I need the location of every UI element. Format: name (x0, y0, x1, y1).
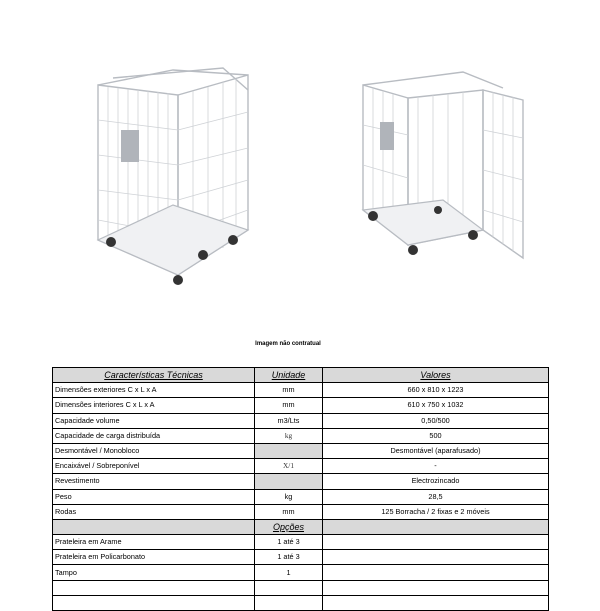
options-spacer-left (53, 519, 255, 534)
row-unit: mm (255, 504, 323, 519)
row-label: Desmontável / Monobloco (53, 443, 255, 458)
option-quantity (255, 595, 323, 610)
cage-trolley-open-illustration (333, 30, 548, 298)
table-row (53, 443, 549, 458)
image-disclaimer: Imagem não contratual (255, 341, 321, 347)
row-unit (255, 474, 323, 489)
option-value (323, 535, 549, 550)
row-value: 610 x 750 x 1032 (323, 398, 549, 413)
technical-specifications-table (52, 367, 549, 611)
option-row (53, 535, 549, 550)
table-row (53, 398, 549, 413)
options-section-row (53, 519, 549, 534)
option-quantity: 1 até 3 (255, 550, 323, 565)
row-value: 500 (323, 428, 549, 443)
option-quantity: 1 até 3 (255, 535, 323, 550)
option-value (323, 565, 549, 580)
options-spacer-right (323, 519, 549, 534)
row-value: Desmontável (aparafusado) (323, 443, 549, 458)
row-value: - (323, 459, 549, 474)
row-label: Dimensões interiores C x L x A (53, 398, 255, 413)
row-label: Dimensões exteriores C x L x A (53, 383, 255, 398)
option-label: Prateleira em Arame (53, 535, 255, 550)
row-label: Capacidade volume (53, 413, 255, 428)
option-label: Prateleira em Policarbonato (53, 550, 255, 565)
table-row (53, 413, 549, 428)
option-value (323, 595, 549, 610)
product-image-open (333, 30, 548, 298)
row-label: Capacidade de carga distribuída (53, 428, 255, 443)
table-row (53, 383, 549, 398)
row-unit: kg (255, 489, 323, 504)
option-label: Tampo (53, 565, 255, 580)
option-row (53, 550, 549, 565)
row-label: Revestimento (53, 474, 255, 489)
row-value: 0,50/500 (323, 413, 549, 428)
header-values: Valores (323, 368, 549, 383)
product-image-closed (53, 30, 253, 298)
row-value: 125 Borracha / 2 fixas e 2 móveis (323, 504, 549, 519)
header-unit: Unidade (255, 368, 323, 383)
table-row (53, 474, 549, 489)
row-unit (255, 443, 323, 458)
option-quantity (255, 580, 323, 595)
header-characteristics: Características Técnicas (53, 368, 255, 383)
row-unit: mm (255, 398, 323, 413)
option-quantity: 1 (255, 565, 323, 580)
option-row (53, 565, 549, 580)
table-row (53, 489, 549, 504)
row-label: Peso (53, 489, 255, 504)
option-value (323, 550, 549, 565)
table-row (53, 504, 549, 519)
row-unit: mm (255, 383, 323, 398)
table-row (53, 459, 549, 474)
table-header-row (53, 368, 549, 383)
cage-trolley-closed-illustration (53, 30, 253, 298)
row-unit: m3/Lts (255, 413, 323, 428)
row-value: Electrozincado (323, 474, 549, 489)
row-label: Rodas (53, 504, 255, 519)
option-row (53, 595, 549, 610)
row-value: 28,5 (323, 489, 549, 504)
row-unit: kg (255, 428, 323, 443)
option-label (53, 595, 255, 610)
option-label (53, 580, 255, 595)
row-value: 660 x 810 x 1223 (323, 383, 549, 398)
row-label: Encaixável / Sobreponível (53, 459, 255, 474)
row-unit: X/1 (255, 459, 323, 474)
table-row (53, 428, 549, 443)
option-value (323, 580, 549, 595)
option-row (53, 580, 549, 595)
options-title: Opções (255, 519, 323, 534)
